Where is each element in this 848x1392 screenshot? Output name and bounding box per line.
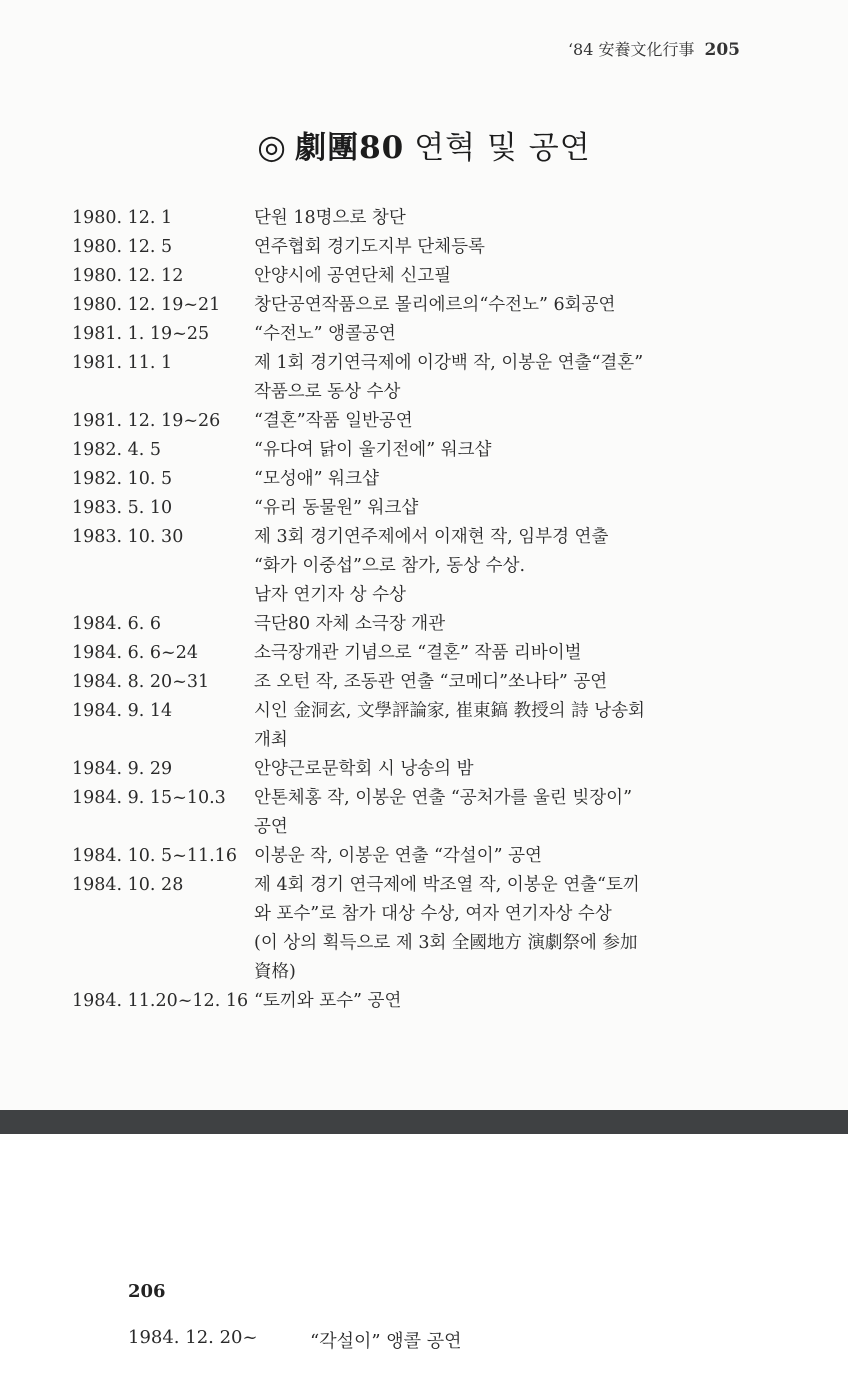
event-row: [72, 987, 752, 1016]
event-description-line: 소극장개관 기념으로 “결혼” 작품 리바이벌: [254, 643, 582, 663]
event-date: 1984. 9. 14: [72, 701, 173, 721]
event-description-line: 단원 18명으로 창단: [254, 208, 406, 228]
page-title: [0, 122, 848, 167]
title-troupe-name: 劇團80: [295, 130, 405, 166]
event-row: [72, 610, 752, 639]
event-description-line: 資格): [254, 962, 296, 982]
event-description: [254, 436, 752, 465]
event-description: [254, 639, 752, 668]
event-description: [254, 262, 752, 291]
event-row: [72, 465, 752, 494]
running-header: [568, 37, 740, 60]
page-divider: [0, 1110, 848, 1134]
event-date: 1980. 12. 5: [72, 237, 173, 257]
event-description-line: “모성애” 워크샵: [254, 469, 379, 489]
event-description: [254, 320, 752, 349]
event-description-line: 극단80 자체 소극장 개관: [254, 614, 446, 634]
event-date: 1983. 10. 30: [72, 527, 184, 547]
event-description-line: (이 상의 획득으로 제 3회 全國地方 演劇祭에 参加: [254, 933, 638, 953]
event-row: [72, 639, 752, 668]
event-date: 1980. 12. 19~21: [72, 295, 221, 315]
event-description: [254, 784, 752, 842]
event-description-line: “결혼”작품 일반공연: [254, 411, 413, 431]
event-date: 1984. 6. 6: [72, 614, 162, 634]
event-description-line: 와 포수”로 참가 대상 수상, 여자 연기자상 수상: [254, 904, 612, 924]
event-date: 1983. 5. 10: [72, 498, 173, 518]
event-description-line: 개최: [254, 730, 288, 750]
event-date: 1984. 9. 29: [72, 759, 173, 779]
event-row: [72, 407, 752, 436]
event-description-line: 작품으로 동상 수상: [254, 382, 401, 402]
page-206: [0, 1134, 848, 1392]
event-date: 1981. 12. 19~26: [72, 411, 221, 431]
event-row: [72, 349, 752, 407]
event-row: [72, 291, 752, 320]
event-description: [254, 291, 752, 320]
event-description-line: “수전노” 앵콜공연: [254, 324, 396, 344]
event-description: [254, 233, 752, 262]
event-row: [72, 842, 752, 871]
event-description: [254, 842, 752, 871]
event-description: [254, 610, 752, 639]
event-row: [72, 262, 752, 291]
double-circle-icon: ◎: [257, 127, 288, 166]
event-row: [72, 233, 752, 262]
event-row: [72, 697, 752, 755]
event-description-line: 남자 연기자 상 수상: [254, 585, 406, 605]
event-description-line: 제 3회 경기연주제에서 이재현 작, 임부경 연출: [254, 527, 609, 547]
event-date: 1984. 6. 6~24: [72, 643, 198, 663]
event-date: 1980. 12. 12: [72, 266, 184, 286]
event-description-line: 제 1회 경기연극제에 이강백 작, 이봉운 연출“결혼”: [254, 353, 644, 373]
event-description: [254, 755, 752, 784]
event-row: [72, 494, 752, 523]
event-row: [72, 523, 752, 610]
event-description-line: 안양시에 공연단체 신고필: [254, 266, 452, 286]
event-date: 1982. 4. 5: [72, 440, 162, 460]
event-description: [254, 204, 752, 233]
event-description: [254, 697, 752, 755]
event-row: [72, 755, 752, 784]
event-date: 1984. 8. 20~31: [72, 672, 210, 692]
event-date: 1981. 1. 19~25: [72, 324, 210, 344]
event-description: [254, 349, 752, 407]
event-description: [254, 871, 752, 987]
event-row: [72, 871, 752, 987]
event-description-line: 시인 金洞玄, 文學評論家, 崔東鎬 教授의 詩 낭송회: [254, 701, 645, 721]
event-list: [72, 204, 752, 1016]
event-date: 1984. 12. 20~: [128, 1327, 258, 1348]
event-description: [254, 523, 752, 610]
event-description-line: “유다여 닭이 울기전에” 워크샵: [254, 440, 492, 460]
page-number: 205: [704, 40, 740, 60]
event-description-line: “토끼와 포수” 공연: [254, 991, 402, 1011]
event-description: “각설이” 앵콜 공연: [310, 1331, 462, 1352]
event-row: [72, 320, 752, 349]
event-row: [72, 204, 752, 233]
event-row: [72, 436, 752, 465]
event-date: 1980. 12. 1: [72, 208, 173, 228]
event-description-line: 공연: [254, 817, 288, 837]
event-description-line: 연주협회 경기도지부 단체등록: [254, 237, 485, 257]
event-row: [72, 668, 752, 697]
event-date: 1984. 9. 15~10.3: [72, 788, 226, 808]
event-date: 1982. 10. 5: [72, 469, 173, 489]
event-row: [72, 784, 752, 842]
event-description-line: 안양근로문학회 시 낭송의 밤: [254, 759, 474, 779]
event-date: 1984. 11.20~12. 16: [72, 991, 249, 1011]
event-description-line: “화가 이중섭”으로 참가, 동상 수상.: [254, 556, 526, 576]
event-description: [254, 407, 752, 436]
event-description-line: “유리 동물원” 워크샵: [254, 498, 419, 518]
event-description: [254, 494, 752, 523]
event-description-line: 조 오턴 작, 조동관 연출 “코메디”쏘나타” 공연: [254, 672, 608, 692]
page-number-206: 206: [128, 1281, 166, 1302]
event-date: 1981. 11. 1: [72, 353, 173, 373]
header-title: ‘84 安養文化行事: [567, 40, 695, 59]
event-description-line: 안톤체홍 작, 이봉운 연출 “공처가를 울린 빚장이”: [254, 788, 633, 808]
event-description-line: 이봉운 작, 이봉운 연출 “각설이” 공연: [254, 846, 542, 866]
event-date: 1984. 10. 5~11.16: [72, 846, 237, 866]
event-description-line: 창단공연작품으로 몰리에르의“수전노” 6회공연: [254, 295, 616, 315]
title-rest: 연혁 및 공연: [414, 130, 591, 166]
event-row: [128, 1327, 462, 1352]
event-date: 1984. 10. 28: [72, 875, 184, 895]
event-description: [254, 987, 752, 1016]
event-description: [254, 465, 752, 494]
event-description: [254, 668, 752, 697]
event-description-line: 제 4회 경기 연극제에 박조열 작, 이봉운 연출“토끼: [254, 875, 640, 895]
